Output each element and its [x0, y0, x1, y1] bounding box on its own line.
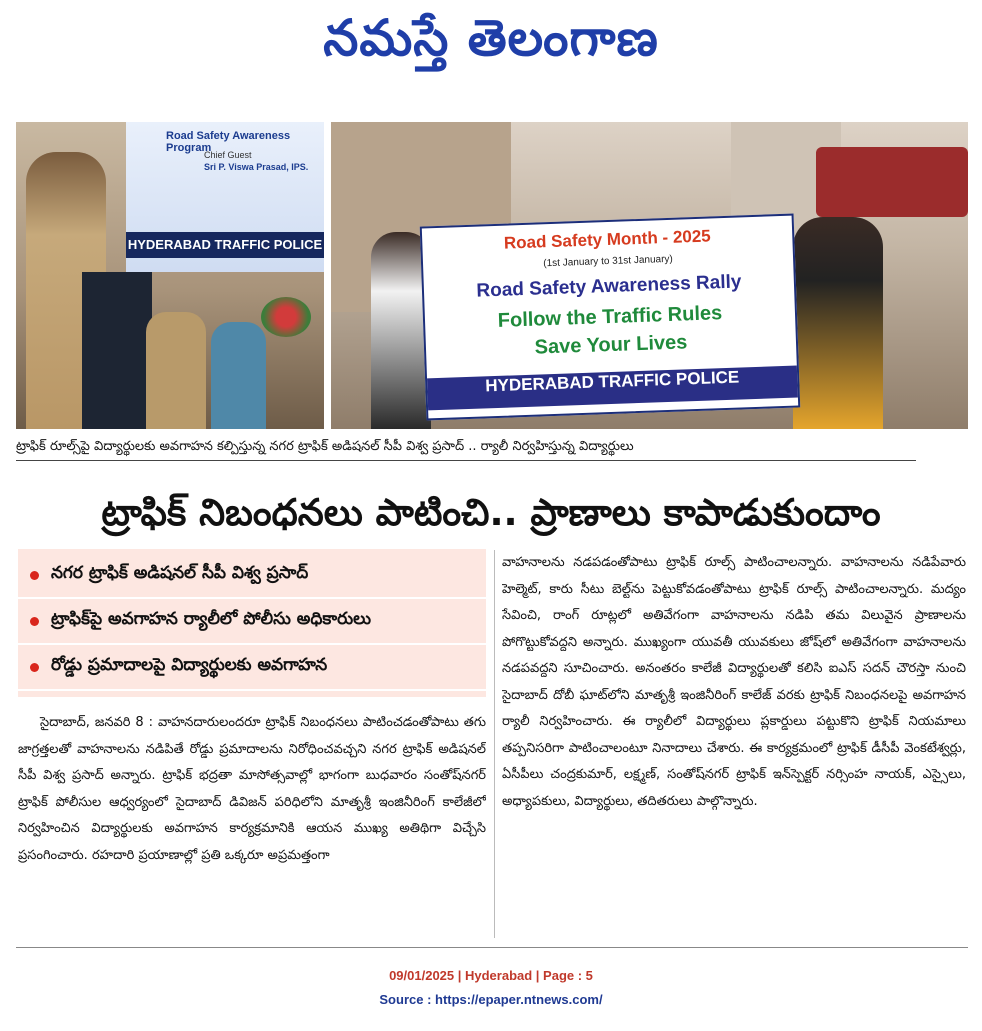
flower-bouquet	[261, 297, 311, 337]
stage-banner-guest-name: Sri P. Viswa Prasad, IPS.	[204, 162, 309, 172]
seated-officer-figure	[146, 312, 206, 429]
bullet-icon	[30, 663, 39, 672]
rally-banner-title: Road Safety Month - 2025	[503, 226, 712, 253]
rally-banner-dates: (1st January to 31st January)	[543, 253, 673, 270]
article-body-left-column: సైదాబాద్, జనవరి 8 : వాహనదారులందరూ ట్రాఫిక్ నిబంధనలు పాటించడంతోపాటు తగు జాగ్రత్తలతో వాహనాలను నడిపితే రోడ్డు ప్రమాదాలను నిరోధించవచ్చని నగర ట్రాఫిక్ అడిషనల్ సీపీ విశ్వ ప్రసాద్ అన్నారు. ట్రాఫిక్ భద్రతా మాసోత్సవాల్లో భాగంగా బుధవారం సంతోష్‌నగర్ ట్రాఫిక్ పోలీసుల ఆధ్వర్యంలో సైదాబాద్ డివిజన్ పరిధిలోని మాతృశ్రీ ఇంజినీరింగ్ కాలేజీలో నిర్వహించిన విద్యార్థులకు అవగాహన కార్యక్రమానికి ఆయన ముఖ్య అతిథిగా విచ్చేసి ప్రసంగించారు. రహదారి ప్రయాణాల్లో ప్రతి ఒక్కరూ అప్రమత్తంగా	[18, 715, 486, 863]
podium	[82, 272, 152, 429]
stage-banner-title: Road Safety Awareness Program	[166, 130, 291, 154]
highlight-text: ట్రాఫిక్‌పై అవగాహన ర్యాలీలో పోలీసు అధికారులు	[51, 609, 372, 629]
photo-event-stage	[16, 122, 324, 429]
bullet-icon	[30, 617, 39, 626]
photo-rally	[331, 122, 968, 429]
rally-banner-line2: Follow the Traffic Rules	[497, 302, 723, 332]
stage-banner-guest-label: Chief Guest	[204, 150, 252, 160]
column-divider	[494, 550, 495, 938]
highlight-text: రోడ్డు ప్రమాదాలపై విద్యార్థులకు అవగాహన	[51, 655, 328, 675]
rally-banner-line1: Road Safety Awareness Rally	[476, 271, 742, 302]
rally-banner-strip: HYDERABAD TRAFFIC POLICE	[427, 366, 798, 411]
seated-guest-figure	[211, 322, 266, 429]
highlight-text: నగర ట్రాఫిక్ అడిషనల్ సీపీ విశ్వ ప్రసాద్	[51, 563, 309, 583]
student-right-figure	[793, 217, 883, 429]
bullet-icon	[30, 571, 39, 580]
highlight-item	[18, 599, 486, 645]
photo-caption: ట్రాఫిక్ రూల్స్‌పై విద్యార్థులకు అవగాహన కల్పిస్తున్న నగర ట్రాఫిక్ అడిషనల్ సీపీ విశ్వ ప్రసాద్ .. ర్యాలీ నిర్వహిస్తున్న విద్యార్థులు	[16, 434, 916, 461]
footer-source: Source : https://epaper.ntnews.com/	[379, 992, 603, 1007]
masthead	[0, 0, 982, 88]
rally-banner-line3: Save Your Lives	[534, 331, 688, 359]
footer-dateline: 09/01/2025 | Hyderabad | Page : 5	[389, 968, 593, 983]
newspaper-title: నమస్తే తెలంగాణ	[323, 8, 659, 67]
article-body-right-column: వాహనాలను నడపడంతోపాటు ట్రాఫిక్ రూల్స్ పాటించాలన్నారు. వాహనాలను నడిపేవారు హెల్మెట్, కారు సీటు బెల్ట్‌ను పెట్టుకోవడంతోపాటు ట్రాఫిక్ రూల్స్ పాటించాలన్నారు. మద్యం సేవించి, రాంగ్ రూట్లలో అతివేగంగా వాహనాలను నడిపి తమ విలువైన ప్రాణాలను పోగొట్టుకోవద్దని అన్నారు. ముఖ్యంగా యువతీ యువకులు జోష్‌లో అతివేగంగా వాహనాలను నడపవద్దని సూచించారు. అనంతరం కాలేజీ విద్యార్థులతో కలిసి ఐఎస్ సదన్ చౌరస్తా నుంచి సైదాబాద్ దోబీ ఘాట్‌లోని మాతృశ్రీ ఇంజినీరింగ్ కాలేజ్ వరకు ట్రాఫిక్ నిబంధనలపై అవగాహన ర్యాలీ నిర్వహించారు. ఈ ర్యాలీలో విద్యార్థులు ప్లకార్డులు పట్టుకొని ట్రాఫిక్ నియమాలు తప్పనిసరిగా పాటించాలంటూ నినాదాలు చేశారు. ఈ కార్యక్రమంలో ట్రాఫిక్ డీసీపీ వెంకటేశ్వర్లు, ఏసీపీలు చంద్రకుమార్, లక్ష్మణ్, సంతోష్‌నగర్ ట్రాఫిక్ ఇన్‌స్పెక్టర్ నర్సింహ నాయక్, ఎస్సైలు, అధ్యాపకులు, విద్యార్థులు, తదితరులు పాల్గొన్నారు.	[502, 555, 966, 809]
bus	[816, 147, 968, 217]
rally-banner	[420, 214, 801, 421]
highlights-box	[18, 549, 486, 697]
highlight-item	[18, 553, 486, 599]
highlight-item	[18, 645, 486, 691]
stage-banner-strip: HYDERABAD TRAFFIC POLICE	[126, 232, 324, 258]
article-headline: ట్రాఫిక్ నిబంధనలు పాటించి.. ప్రాణాలు కాపాడుకుందాం	[101, 491, 881, 534]
footer-rule	[16, 947, 968, 948]
